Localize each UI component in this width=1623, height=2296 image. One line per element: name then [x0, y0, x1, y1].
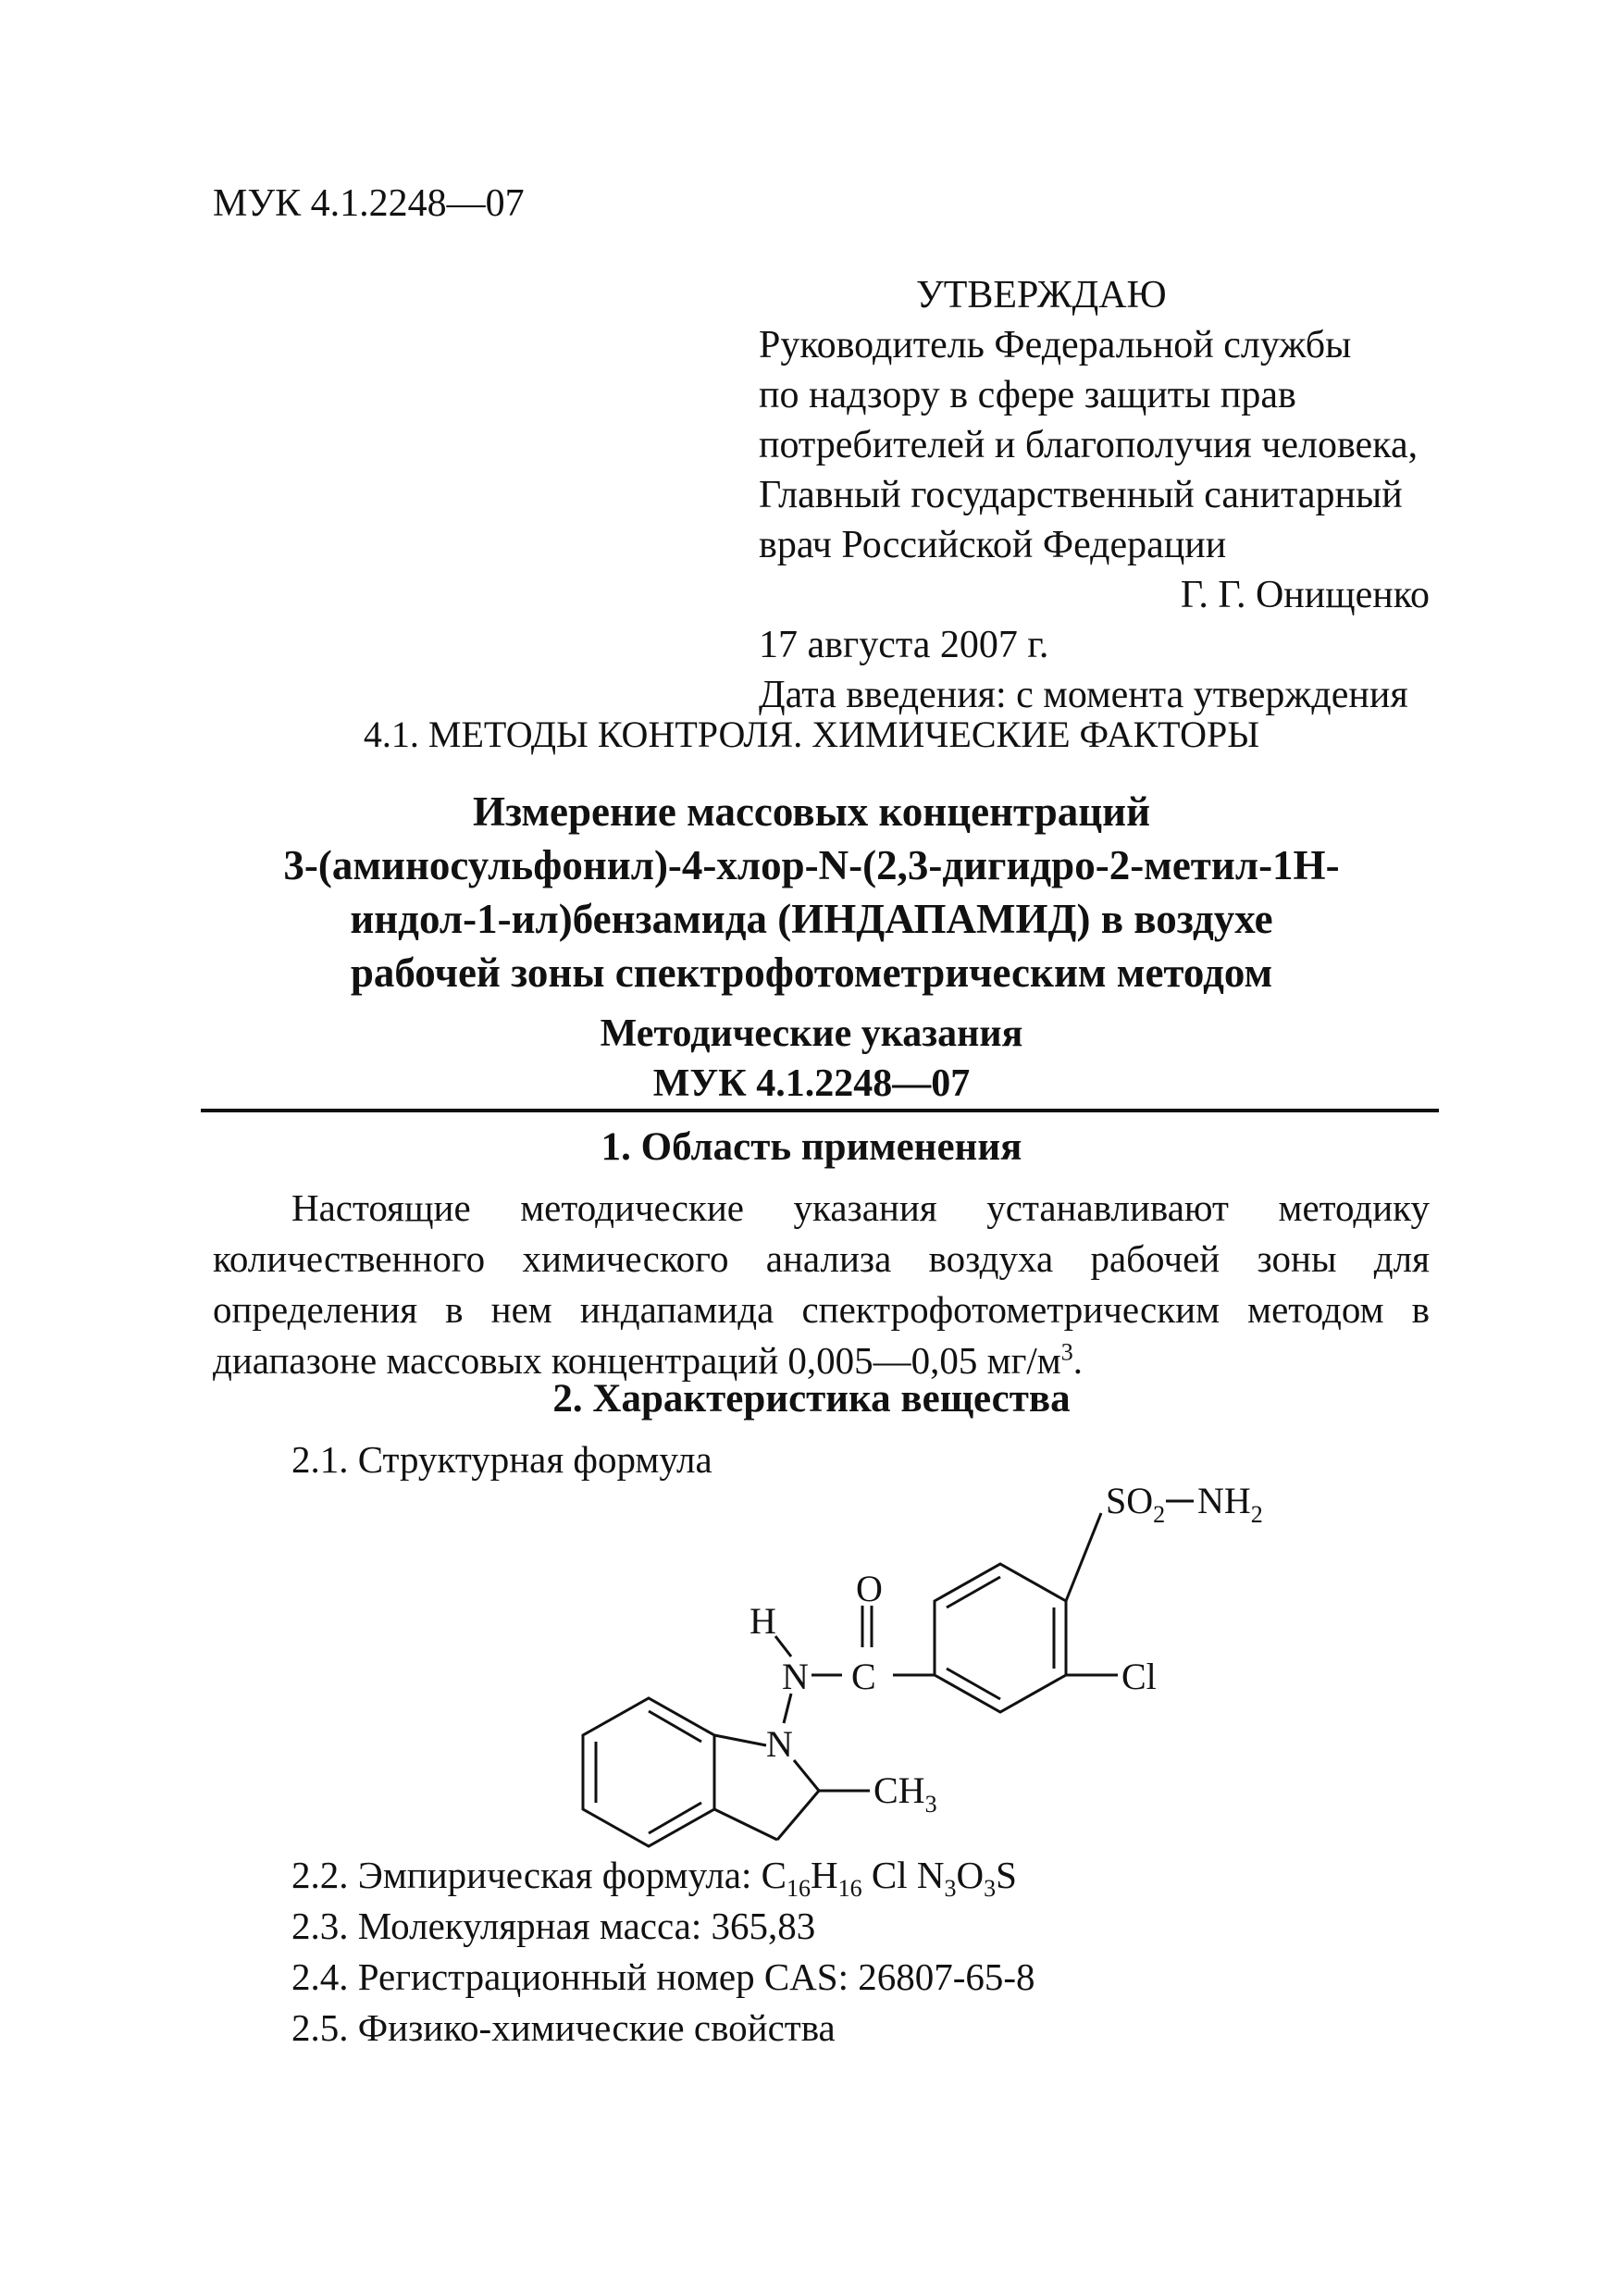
amino-label: $NH_2$: [1197, 1480, 1263, 1528]
approval-title: УТВЕРЖДАЮ: [916, 274, 1167, 316]
section-1-paragraph: [213, 1183, 1430, 1386]
cubic-superscript: 3: [1060, 1338, 1073, 1366]
document-title: [0, 785, 1623, 999]
section-1-text: Настоящие методические указания устанавливают методику количественного химического анализа воздуха рабочей зоны для определения в нем индапамида спектрофотометрическим методом в диапазоне массовых концентраций 0,005—0,05 мг/м: [213, 1186, 1430, 1382]
bond-to-sulfonyl: [1066, 1513, 1101, 1601]
document-code: МУК 4.1.2248—07: [213, 182, 525, 225]
section-1-end: .: [1072, 1339, 1084, 1382]
subtitle-line: МУК 4.1.2248—07: [652, 1062, 971, 1105]
oxygen-label: O: [856, 1568, 883, 1609]
sulfonyl-label: $SO_2$: [1106, 1480, 1166, 1528]
approval-signer: Г. Г. Онищенко: [1180, 574, 1430, 616]
double-bond-inner: [947, 1669, 1000, 1699]
chlorine-label: Cl: [1121, 1656, 1157, 1697]
ring-nitrogen-label: N: [766, 1723, 793, 1765]
item-2-2: 2.2. Эмпирическая формула: $C_{16}H_{16}$ Cl $N_3O_3S$: [291, 1854, 1017, 1903]
approval-effective-date: Дата введения: с момента утверждения: [759, 674, 1408, 716]
approval-line: врач Российской Федерации: [759, 524, 1227, 566]
title-line: 3-(аминосульфонил)-4-хлор-N-(2,3-дигидро-2-метил-1H-: [283, 842, 1340, 888]
approval-line: Главный государственный санитарный: [759, 474, 1403, 516]
approval-line: по надзору в сфере защиты прав: [759, 374, 1296, 416]
approval-date: 17 августа 2007 г.: [759, 624, 1049, 666]
item-2-3: 2.3. Молекулярная масса: 365,83: [291, 1905, 816, 1947]
indoline-benzene-ring: [583, 1698, 714, 1846]
title-line: Измерение массовых концентраций: [472, 788, 1151, 835]
category-heading: 4.1. МЕТОДЫ КОНТРОЛЯ. ХИМИЧЕСКИЕ ФАКТОРЫ: [363, 714, 1260, 755]
carbon-label: C: [851, 1656, 876, 1697]
approval-line: потребителей и благополучия человека,: [759, 424, 1419, 466]
bond-n-c2: [794, 1760, 819, 1791]
item-2-1: 2.1. Структурная формула: [291, 1438, 712, 1481]
double-bond-inner: [947, 1577, 1000, 1607]
approval-line: Руководитель Федеральной службы: [759, 324, 1352, 366]
document-subtitle: [0, 1009, 1623, 1109]
bond-ring-n: [714, 1735, 766, 1745]
horizontal-rule: [201, 1109, 1439, 1112]
bond-n-n: [784, 1694, 791, 1723]
structural-formula: [555, 1471, 1263, 1832]
double-bond-inner: [649, 1711, 701, 1742]
section-2-heading: 2. Характеристика вещества: [552, 1377, 1071, 1421]
benzene-ring: [935, 1564, 1066, 1712]
approval-block: [759, 270, 1430, 720]
section-1-heading: 1. Область применения: [601, 1125, 1022, 1169]
bond-h-n: [775, 1636, 791, 1657]
double-bond-inner: [649, 1803, 701, 1833]
title-line: индол-1-ил)бензамида (ИНДАПАМИД) в воздухе: [350, 896, 1273, 942]
item-2-4: 2.4. Регистрационный номер CAS: 26807-65-8: [291, 1955, 1035, 1998]
item-2-5: 2.5. Физико-химические свойства: [291, 2006, 836, 2049]
methyl-label: $CH_3$: [873, 1769, 937, 1818]
bond-c3-ring: [714, 1809, 777, 1840]
hydrogen-label: H: [750, 1600, 776, 1642]
title-line: рабочей зоны спектрофотометрическим методом: [350, 949, 1273, 996]
bond-c2-c3: [777, 1791, 819, 1840]
subtitle-line: Методические указания: [600, 1012, 1023, 1055]
amide-nitrogen-label: N: [782, 1656, 809, 1697]
